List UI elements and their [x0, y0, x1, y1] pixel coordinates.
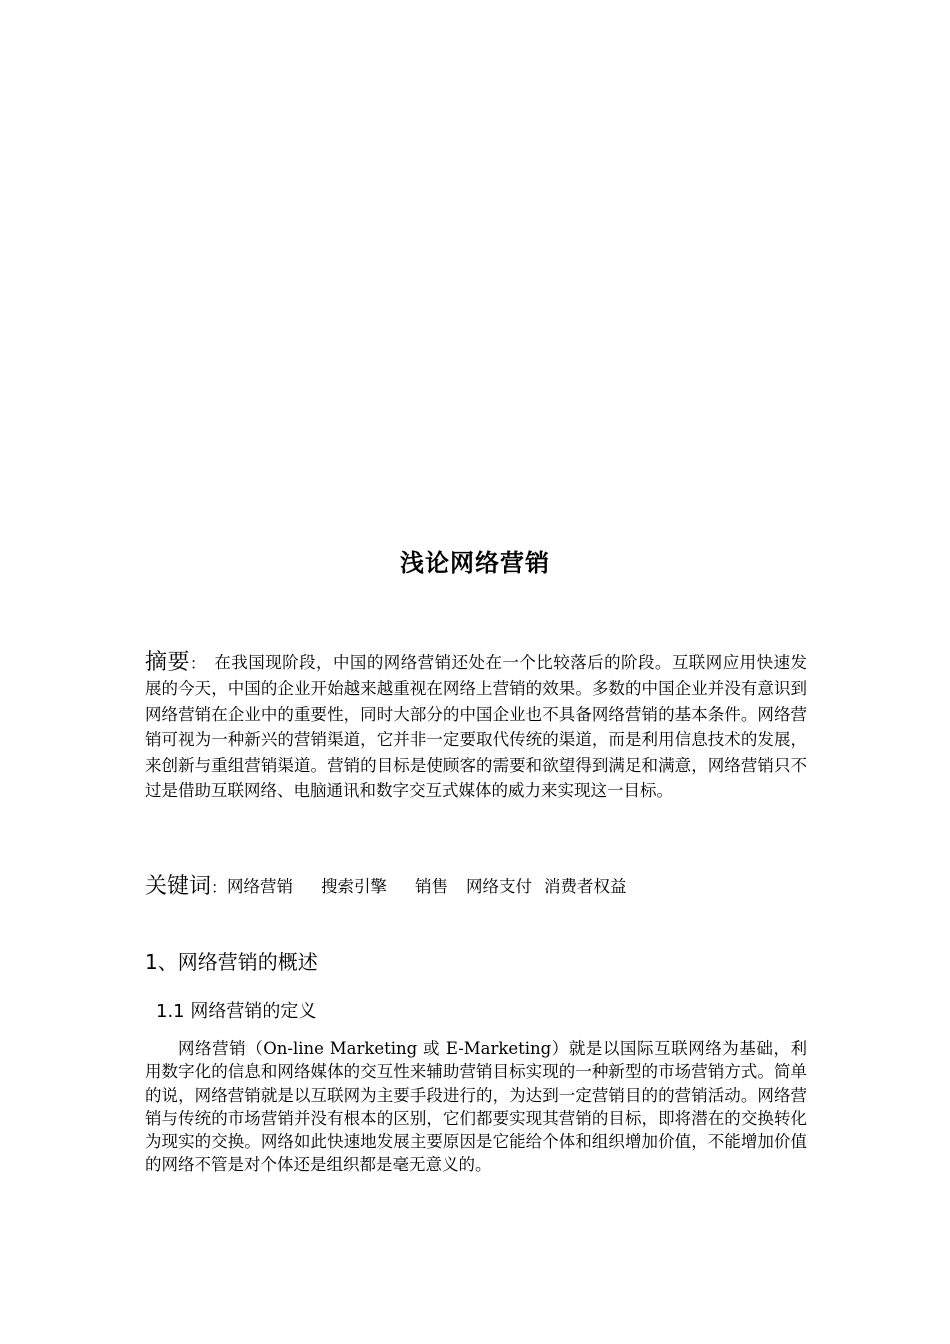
abstract-label-colon: ：	[189, 654, 207, 673]
keywords-label-colon: ：	[211, 878, 228, 897]
keyword-item: 网络营销	[227, 877, 294, 896]
keywords-line	[145, 872, 807, 903]
document-title: 浅论网络营销	[400, 549, 550, 577]
abstract-label-text: 摘要	[145, 650, 190, 675]
subsection-paragraph: 网络营销（On-line Marketing 或 E-Marketing）就是以国际互联网络为基础，利用数字化的信息和网络媒体的交互性来辅助营销目标实现的一种新型的市场营销方式。简单的说，网络营销就是以互联网为主要手段进行的，为达到一定营销目的的营销活动。网络营销与传统的市场营销并没有根本的区别，它们都要实现其营销的目标，即将潜在的交换转化为现实的交换。网络如此快速地发展主要原因是它能给个体和组织增加价值，不能增加价值的网络不管是对个体还是组织都是毫无意义的。	[145, 1039, 807, 1175]
abstract-paragraph	[145, 650, 807, 803]
keyword-item: 搜索引擎	[321, 877, 388, 896]
section-heading: 1、网络营销的概述	[145, 950, 318, 974]
keywords-label-text: 关键词	[145, 874, 212, 899]
abstract-label	[145, 650, 214, 675]
keyword-item: 网络支付	[466, 877, 533, 896]
abstract-text: 在我国现阶段，中国的网络营销还处在一个比较落后的阶段。互联网应用快速发展的今天，中国的企业开始越来越重视在网络上营销的效果。多数的中国企业并没有意识到网络营销在企业中的重要性，同时大部分的中国企业也不具备网络营销的基本条件。网络营销可视为一种新兴的营销渠道，它并非一定要取代传统的渠道，而是利用信息技术的发展，来创新与重组营销渠道。营销的目标是使顾客的需要和欲望得到满足和满意，网络营销只不过是借助互联网络、电脑通讯和数字交互式媒体的威力来实现这一目标。	[145, 653, 807, 801]
keywords-label	[145, 874, 227, 899]
subsection-heading: 1.1 网络营销的定义	[156, 1001, 317, 1022]
keyword-item: 销售	[415, 877, 449, 896]
keyword-item: 消费者权益	[544, 877, 627, 896]
